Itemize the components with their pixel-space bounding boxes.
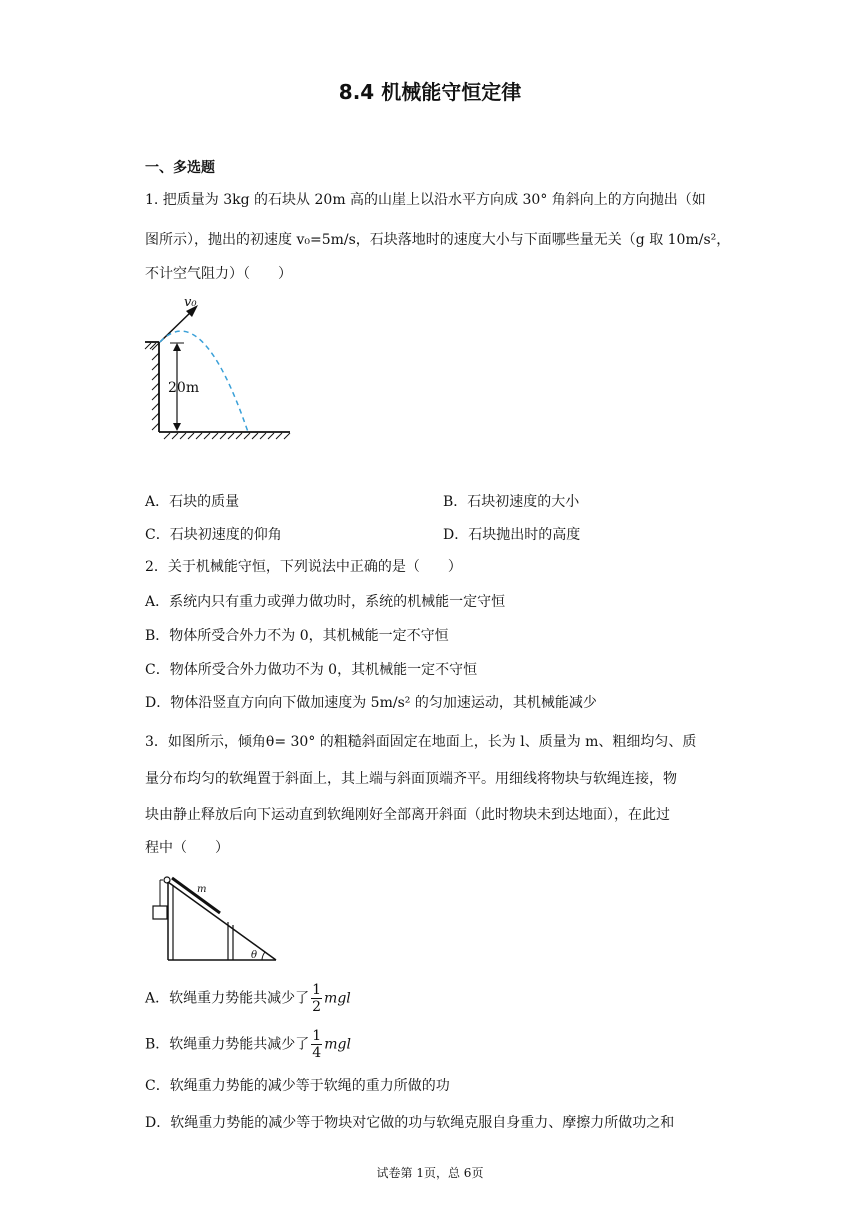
q2-option-d[interactable]: D．物体沿竖直方向向下做加速度为 5m/s² 的匀加速运动，其机械能减少 xyxy=(145,695,597,711)
q3-option-b-expr: mgl xyxy=(324,1036,351,1053)
q3-option-a-expr: mgl xyxy=(324,990,351,1007)
q2-option-c[interactable]: C．物体所受合外力做功不为 0，其机械能一定不守恒 xyxy=(145,662,478,678)
q3-line-3: 块由静止释放后向下运动直到软绳刚好全部离开斜面（此时物块未到达地面），在此过 xyxy=(145,807,670,823)
angle-label: θ xyxy=(251,950,258,961)
q3-option-d[interactable]: D．软绳重力势能的减少等于物块对它做的功与软绳克服自身重力、摩擦力所做功之和 xyxy=(145,1115,675,1131)
q2-stem: 2．关于机械能守恒，下列说法中正确的是（ ） xyxy=(145,559,462,575)
fraction-one-half: $\frac{1}{2}$ xyxy=(312,982,322,1015)
q2-option-b[interactable]: B．物体所受合外力不为 0，其机械能一定不守恒 xyxy=(145,628,449,644)
q1-line-3: 不计空气阻力）（ ） xyxy=(145,266,292,282)
mass-label: m xyxy=(197,884,207,895)
q1-line-1: 1. 把质量为 3kg 的石块从 20m 高的山崖上以沿水平方向成 30° 角斜向上的方向抛出（如 xyxy=(145,192,706,208)
q3-line-2: 量分布均匀的软绳置于斜面上，其上端与斜面顶端齐平。用细线将物块与软绳连接，物 xyxy=(145,771,677,787)
page-footer: 试卷第 1页，总 6页 xyxy=(376,1166,484,1180)
q3-option-b-text: B．软绳重力势能共减少了 xyxy=(145,1036,310,1053)
q1-option-c[interactable]: C．石块初速度的仰角 xyxy=(145,527,282,543)
q1-line-2: 图所示），抛出的初速度 v₀=5m/s，石块落地时的速度大小与下面哪些量无关（g 取 10m/s²， xyxy=(145,232,731,248)
section-heading: 一、多选题 xyxy=(145,160,215,176)
q3-option-a[interactable] xyxy=(145,982,351,1015)
q3-option-a-text: A．软绳重力势能共减少了 xyxy=(145,990,310,1007)
q3-option-c[interactable]: C．软绳重力势能的减少等于软绳的重力所做的功 xyxy=(145,1078,450,1094)
q2-option-a[interactable]: A．系统内只有重力或弹力做功时，系统的机械能一定守恒 xyxy=(145,594,506,610)
incline-pulley-figure xyxy=(148,872,282,964)
q1-option-b[interactable]: B．石块初速度的大小 xyxy=(443,494,580,510)
velocity-label: v₀ xyxy=(184,295,197,310)
q3-option-b[interactable] xyxy=(145,1028,351,1061)
projectile-cliff-figure xyxy=(140,290,300,442)
page-title: 8.4 机械能守恒定律 xyxy=(338,80,522,104)
q3-line-1: 3．如图所示，倾角θ= 30° 的粗糙斜面固定在地面上，长为 l、质量为 m、粗细均匀、质 xyxy=(145,734,697,750)
height-label: 20m xyxy=(168,380,200,396)
q3-line-4: 程中（ ） xyxy=(145,840,229,856)
fraction-one-quarter: $\frac{1}{4}$ xyxy=(312,1028,322,1061)
q1-option-a[interactable]: A．石块的质量 xyxy=(145,494,240,510)
q1-option-d[interactable]: D．石块抛出时的高度 xyxy=(443,527,581,543)
